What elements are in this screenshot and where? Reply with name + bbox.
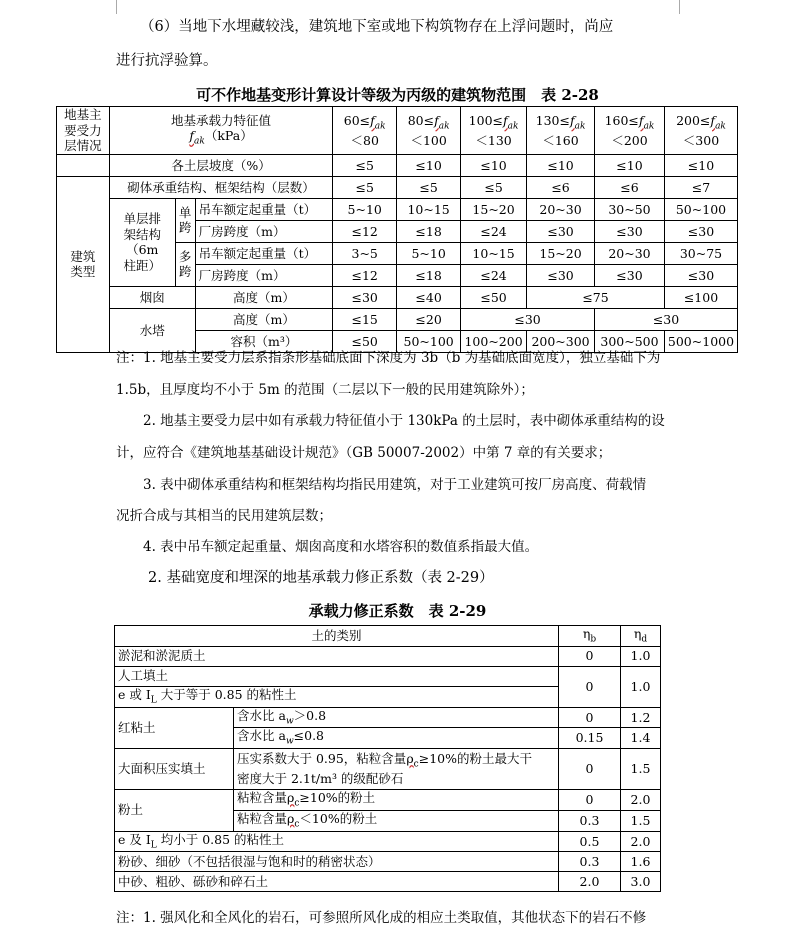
cell: ≤6: [595, 176, 665, 198]
header-range-6: $200\le f_{ak}$ ＜300: [664, 107, 737, 155]
slope-label: 各土层坡度（%）: [109, 154, 332, 176]
table-row: [115, 666, 661, 686]
cell: 10~15: [397, 198, 461, 220]
cell: 0.3: [559, 810, 621, 831]
table-1-caption: 可不作地基变形计算设计等级为丙级的建筑物范围 表 2-28: [196, 86, 599, 104]
cell: ≤30: [527, 264, 595, 286]
cell: 3.0: [621, 872, 661, 892]
header-range-1: $60\le f_{ak}$ ＜80: [333, 107, 397, 155]
cell: e 及 $I_L$ 均小于 0.85 的粘性土: [115, 831, 559, 852]
cell: 2.0: [621, 790, 661, 811]
note-3-line-2: 况折合成与其相当的民用建筑层数；: [116, 508, 332, 524]
cell: ≤7: [664, 176, 737, 198]
cell: 30~50: [595, 198, 665, 220]
table-row: [115, 707, 661, 728]
cell: 压实系数大于 0.95，粘粒含量$\rho_c\ge 10\%$的粉土最大干 密度大于 2.1t/m³ 的级配砂石: [234, 749, 559, 790]
cell: 100~200: [461, 330, 527, 352]
table-1-row-masonry: [57, 176, 738, 198]
header-eta-b: $\eta_b$: [559, 626, 621, 647]
table-1: [56, 106, 738, 353]
slope-empty-cell: [57, 154, 110, 176]
cell: ≤40: [397, 286, 461, 308]
cell: 0: [559, 666, 621, 707]
compacted-fill-label: 大面积压实填土: [115, 749, 234, 790]
cell: 含水比 $a_w>0.8$: [234, 707, 559, 728]
cell: 1.6: [621, 852, 661, 872]
intro-line-2: 进行抗浮验算。: [116, 53, 218, 69]
cell: ≤30: [527, 220, 595, 242]
note-2-line-1: 2. 地基主要受力层中如有承载力特征值小于 130kPa 的土层时，表中砌体承重结构的设: [143, 413, 665, 429]
table-1-row-single-crane: [57, 198, 738, 220]
cell: ≤10: [595, 154, 665, 176]
cell: 200~300: [527, 330, 595, 352]
cell: ≤5: [333, 176, 397, 198]
table-1-row-slope: [57, 154, 738, 176]
cell: ≤15: [333, 308, 397, 330]
header-bearing-capacity: 地基承载力特征值 $f_{ak}(kPa)$: [109, 107, 332, 155]
note-2-line-2: 计，应符合《建筑地基基础设计规范》（GB 50007-2002）中第 7 章的有关要求；: [116, 445, 612, 461]
header-soil-type: 土的类别: [115, 626, 559, 647]
bent-structure-label: 单层排 架结构 （6m 柱距）: [109, 198, 175, 286]
cell: 0: [559, 790, 621, 811]
cell: ≤30: [664, 264, 737, 286]
cell: ≤50: [333, 330, 397, 352]
cell: ≤5: [333, 154, 397, 176]
cell: 1.0: [621, 646, 661, 666]
header-stratum: 地基主 要受力 层情况: [57, 107, 110, 155]
table-row: [115, 872, 661, 892]
cell: 3~5: [333, 242, 397, 264]
table-row: [115, 646, 661, 666]
cell: ≤10: [461, 154, 527, 176]
cell: 0.5: [559, 831, 621, 852]
cell: ≤20: [397, 308, 461, 330]
table-1-row-tower-height: [57, 308, 738, 330]
cell: 15~20: [527, 242, 595, 264]
cell: ≤30: [595, 264, 665, 286]
cell: ≤24: [461, 220, 527, 242]
silt-label: 粉土: [115, 790, 234, 832]
masonry-label: 砌体承重结构、框架结构（层数）: [109, 176, 332, 198]
cell: ≤10: [527, 154, 595, 176]
cell: ≤10: [664, 154, 737, 176]
table-1-row-chimney: [57, 286, 738, 308]
cell: 含水比 $a_w\le 0.8$: [234, 728, 559, 749]
cell: 1.2: [621, 707, 661, 728]
cell: ≤10: [397, 154, 461, 176]
span-label: 厂房跨度（m）: [195, 264, 333, 286]
height-label: 高度（m）: [195, 308, 333, 330]
cell: 淤泥和淤泥质土: [115, 646, 559, 666]
building-type-label: 建筑 类型: [57, 176, 110, 352]
cell: 15~20: [461, 198, 527, 220]
cell: ≤50: [461, 286, 527, 308]
cell: ≤18: [397, 220, 461, 242]
cell: 1.5: [621, 749, 661, 790]
cell: 粘粒含量$\rho_c\ge 10\%$的粉土: [234, 790, 559, 811]
note-1-line-2: 1.5b，且厚度均不小于 5m 的范围（二层以下一般的民用建筑除外）；: [116, 382, 534, 398]
cell: 20~30: [527, 198, 595, 220]
crane-label: 吊车额定起重量（t）: [195, 198, 333, 220]
cell: ≤12: [333, 220, 397, 242]
cell: 2.0: [559, 872, 621, 892]
cell: ≤5: [397, 176, 461, 198]
table-row: [115, 790, 661, 811]
header-range-3: $100\le f_{ak}$ ＜130: [461, 107, 527, 155]
cell: 0: [559, 707, 621, 728]
cell: ≤30: [664, 220, 737, 242]
note-1-line-1: 注：1. 地基主要受力层系指条形基础底面下深度为 3b（b 为基础底面宽度），独立基础下为: [116, 350, 661, 366]
note-4: 4. 表中吊车额定起重量、烟囱高度和水塔容积的数值系指最大值。: [143, 539, 539, 555]
table-row: [115, 831, 661, 852]
cell: ≤6: [527, 176, 595, 198]
cell: ≤12: [333, 264, 397, 286]
header-range-2: $80\le f_{ak}$ ＜100: [397, 107, 461, 155]
cell: 300~500: [595, 330, 665, 352]
table-row: [115, 749, 661, 790]
cell: ≤30: [595, 220, 665, 242]
cell: 1.4: [621, 728, 661, 749]
single-span-label: 单 跨: [175, 198, 195, 242]
table-2: [114, 625, 661, 892]
cell: 0: [559, 646, 621, 666]
cell: 中砂、粗砂、砾砂和碎石土: [115, 872, 559, 892]
cell: ≤30: [461, 308, 595, 330]
red-clay-label: 红粘土: [115, 707, 234, 749]
cell: ≤75: [527, 286, 665, 308]
multi-span-label: 多 跨: [175, 242, 195, 286]
table-1-header-row: [57, 107, 738, 155]
table-2-header-row: [115, 626, 661, 647]
cell: ≤5: [461, 176, 527, 198]
cell: ≤30: [333, 286, 397, 308]
cell: e 或 $I_L$ 大于等于 0.85 的粘性土: [115, 686, 559, 707]
crane-label: 吊车额定起重量（t）: [195, 242, 333, 264]
cell: 500~1000: [664, 330, 737, 352]
cell: 0.15: [559, 728, 621, 749]
margin-mark-left: [116, 0, 117, 14]
cell: 1.5: [621, 810, 661, 831]
chimney-label: 烟囱: [109, 286, 195, 308]
cell: ≤24: [461, 264, 527, 286]
cell: 50~100: [664, 198, 737, 220]
header-range-4: $130\le f_{ak}$ ＜160: [527, 107, 595, 155]
cell: 2.0: [621, 831, 661, 852]
cell: 20~30: [595, 242, 665, 264]
cell: 5~10: [397, 242, 461, 264]
intro-line-1: （6）当地下水埋藏较浅，建筑地下室或地下构筑物存在上浮问题时，尚应: [140, 19, 614, 35]
height-label: 高度（m）: [195, 286, 333, 308]
cell: 人工填土: [115, 666, 559, 686]
note-3-line-1: 3. 表中砌体承重结构和框架结构均指民用建筑，对于工业建筑可按厂房高度、荷载情: [143, 477, 647, 493]
cell: 0: [559, 749, 621, 790]
cell: 10~15: [461, 242, 527, 264]
section-2-heading: 2. 基础宽度和埋深的地基承载力修正系数（表 2-29）: [148, 570, 494, 586]
volume-label: 容积（m³）: [195, 330, 333, 352]
cell: ≤18: [397, 264, 461, 286]
cell: 50~100: [397, 330, 461, 352]
table-2-caption: 承载力修正系数 表 2-29: [308, 602, 487, 620]
span-label: 厂房跨度（m）: [195, 220, 333, 242]
cell: 5~10: [333, 198, 397, 220]
cell: 粉砂、细砂（不包括很湿与饱和时的稍密状态）: [115, 852, 559, 872]
header-eta-d: $\eta_d$: [621, 626, 661, 647]
cell: ≤100: [664, 286, 737, 308]
cell: 0.3: [559, 852, 621, 872]
margin-mark-right: [679, 0, 680, 14]
cell: 30~75: [664, 242, 737, 264]
table-row: [115, 852, 661, 872]
water-tower-label: 水塔: [109, 308, 195, 352]
cell: 1.0: [621, 666, 661, 707]
table-2-note: 注：1. 强风化和全风化的岩石，可参照所风化成的相应土类取值，其他状态下的岩石不修: [116, 910, 647, 926]
cell: ≤30: [595, 308, 738, 330]
header-range-5: $160\le f_{ak}$ ＜200: [595, 107, 665, 155]
cell: 粘粒含量$\rho_c<10\%$的粉土: [234, 810, 559, 831]
